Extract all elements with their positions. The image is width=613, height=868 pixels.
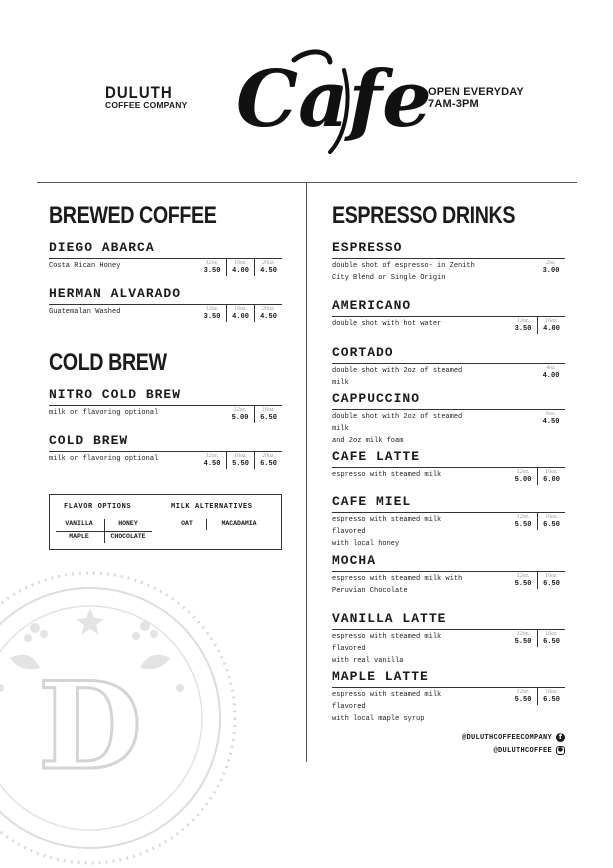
facebook-handle[interactable]: @DULUTHCOFFEECOMPANY (461, 733, 552, 742)
price-cell (226, 452, 254, 469)
price-value: 4.50 (260, 267, 277, 275)
menu-item-description (49, 407, 192, 419)
menu-item-description-line: double shot with 2oz of steamed milk (332, 413, 463, 433)
menu-item-prices (509, 688, 565, 705)
hours-line-1: OPEN EVERYDAY (428, 86, 524, 98)
menu-item-name: MAPLE LATTE (332, 669, 429, 684)
menu-item-description-line: milk or flavoring optional (49, 455, 159, 463)
price-size: 12oz. (516, 514, 530, 520)
price-size: 12oz. (205, 260, 219, 266)
instagram-icon[interactable]: ● (557, 746, 564, 753)
price-size: 12oz. (233, 407, 247, 413)
menu-item-description (332, 365, 475, 389)
price-cell (226, 406, 254, 423)
price-value: 6.50 (543, 696, 560, 704)
price-value: 5.00 (231, 414, 249, 422)
menu-item-name: CAPPUCCINO (332, 391, 421, 406)
menu-item-name: VANILLA LATTE (332, 611, 447, 626)
menu-item-prices (537, 364, 565, 381)
price-cell (537, 688, 565, 705)
flavor-option: MAPLE (69, 533, 89, 540)
price-value: 4.50 (203, 460, 221, 468)
price-value: 6.50 (543, 638, 560, 646)
price-cell (537, 317, 565, 334)
flavor-option: VANILLA (65, 520, 93, 527)
price-cell (254, 259, 282, 276)
menu-item-prices (226, 406, 282, 423)
price-size: 2oz. (546, 260, 556, 266)
social-instagram[interactable] (493, 746, 565, 755)
flavor-option: HONEY (118, 520, 138, 527)
price-size: 20oz. (262, 260, 275, 266)
price-size: 20oz. (262, 306, 275, 312)
menu-item-prices (537, 259, 565, 276)
menu-item-prices (509, 468, 565, 485)
price-cell (509, 513, 537, 530)
price-cell (537, 410, 565, 427)
price-value: 4.00 (232, 313, 249, 321)
menu-item-description (49, 260, 192, 272)
menu-item (332, 553, 565, 613)
opening-hours (428, 86, 524, 110)
menu-item-description-line: espresso with steamed milk flavored (332, 691, 442, 711)
menu-item-prices (509, 513, 565, 530)
price-size: 12oz. (516, 318, 530, 324)
menu-item-description-line: Guatemalan Washed (49, 308, 121, 316)
price-size: 16oz. (545, 631, 558, 637)
menu-item-description-line: Costa Rican Honey (49, 262, 121, 270)
price-value: 4.00 (543, 325, 560, 333)
menu-item-description (332, 573, 475, 597)
price-value: 4.50 (542, 418, 560, 426)
menu-item-prices (198, 259, 282, 276)
price-value: 3.00 (542, 267, 560, 275)
menu-item-prices (198, 305, 282, 322)
price-cell (226, 305, 254, 322)
price-size: 12oz. (205, 453, 219, 459)
menu-item-description-line: with real vanilla (332, 657, 404, 665)
menu-item-name: NITRO COLD BREW (49, 387, 182, 402)
menu-item-prices (537, 410, 565, 427)
menu-item-name: HERMAN ALVARADO (49, 286, 182, 301)
price-size: 4oz. (546, 365, 556, 371)
brand-wordmark (105, 83, 205, 110)
menu-item-description-line: City Blend or Single Origin (332, 274, 446, 282)
price-cell (537, 364, 565, 381)
logo-text: Cafe (236, 54, 432, 145)
price-value: 5.00 (514, 476, 532, 484)
price-cell (198, 305, 226, 322)
menu-item-name: ESPRESSO (332, 240, 403, 255)
price-size: 16oz. (234, 260, 247, 266)
price-value: 6.50 (260, 414, 277, 422)
price-size: 20oz. (262, 453, 275, 459)
price-cell (509, 317, 537, 334)
menu-item (49, 286, 282, 346)
menu-item-description (49, 453, 192, 465)
section-title-espresso-drinks: ESPRESSO DRINKS (332, 202, 516, 229)
price-size: 16oz. (234, 306, 247, 312)
menu-item-description (332, 411, 475, 447)
milk-option: MACADAMIA (221, 520, 257, 527)
flavor-option: CHOCOLATE (110, 533, 146, 540)
menu-item (332, 240, 565, 300)
price-size: 16oz. (545, 514, 558, 520)
menu-item-description (49, 306, 192, 318)
price-value: 4.00 (232, 267, 249, 275)
menu-item (332, 494, 565, 554)
menu-item-rule (332, 363, 565, 364)
menu-item-description-line: and 2oz milk foam (332, 437, 404, 445)
price-value: 6.50 (543, 521, 560, 529)
brand-line-1: DULUTH (105, 83, 173, 103)
duluth-seal-watermark (0, 568, 240, 868)
price-value: 4.50 (260, 313, 277, 321)
menu-item-description-line: espresso with steamed milk flavored (332, 633, 442, 653)
menu-item-name: CAFE MIEL (332, 494, 412, 509)
price-cell (226, 259, 254, 276)
price-cell (254, 406, 282, 423)
menu-item-description-line: milk or flavoring optional (49, 409, 159, 417)
price-cell (537, 572, 565, 589)
price-value: 6.00 (543, 476, 560, 484)
seal-letter: D (37, 656, 143, 797)
menu-item-description-line: espresso with steamed milk flavored (332, 516, 442, 536)
price-cell (198, 452, 226, 469)
menu-item-rule (332, 258, 565, 259)
price-size: 16oz. (545, 469, 558, 475)
price-size: 16oz. (545, 689, 558, 695)
price-cell (537, 630, 565, 647)
price-cell (509, 468, 537, 485)
menu-item-description (332, 469, 475, 481)
price-value: 3.50 (203, 313, 221, 321)
menu-item-description-line: espresso with steamed milk (332, 471, 442, 479)
price-cell (537, 259, 565, 276)
flavor-grid-hline (56, 531, 152, 532)
menu-item-description-line: double shot with hot water (332, 320, 442, 328)
milk-grid-vline (206, 519, 207, 530)
facebook-icon[interactable]: f (556, 733, 565, 742)
menu-item-description (332, 514, 475, 550)
menu-item-description (332, 631, 475, 667)
options-box (49, 494, 282, 550)
price-value: 6.50 (260, 460, 277, 468)
section-title-brewed-coffee: BREWED COFFEE (49, 202, 217, 229)
price-size: 12oz. (516, 469, 530, 475)
hours-line-2: 7AM-3PM (428, 98, 479, 110)
menu-item-description-line: espresso with steamed milk with (332, 575, 463, 583)
column-divider (306, 182, 307, 762)
price-size: 12oz. (516, 573, 530, 579)
price-value: 5.50 (514, 638, 532, 646)
price-value: 3.50 (514, 325, 532, 333)
menu-item-name: CORTADO (332, 345, 394, 360)
menu-item-description (332, 689, 475, 725)
price-value: 4.00 (542, 372, 560, 380)
price-cell (509, 630, 537, 647)
menu-item-description (332, 260, 475, 284)
menu-item-rule (332, 409, 565, 410)
price-cell (254, 305, 282, 322)
price-value: 5.50 (514, 696, 532, 704)
price-size: 12oz. (516, 631, 530, 637)
price-size: 12oz. (205, 306, 219, 312)
price-value: 3.50 (203, 267, 221, 275)
price-size: 16oz. (262, 407, 275, 413)
social-facebook[interactable] (462, 733, 565, 742)
brand-line-2: COFFEE COMPANY (105, 100, 188, 110)
menu-item-name: MOCHA (332, 553, 377, 568)
section-title-cold-brew: COLD BREW (49, 349, 167, 376)
price-cell (509, 688, 537, 705)
price-size: 6oz. (546, 411, 556, 417)
menu-item-description-line: double shot of espresso- in Zenith (332, 262, 475, 270)
menu-item-description (332, 318, 475, 330)
header-divider (37, 182, 577, 183)
price-cell (509, 572, 537, 589)
price-cell (537, 513, 565, 530)
price-value: 5.50 (514, 521, 532, 529)
menu-item-description-line: double shot with 2oz of steamed milk (332, 367, 463, 387)
menu-item-description-line: with local maple syrup (332, 715, 425, 723)
menu-item-name: AMERICANO (332, 298, 412, 313)
menu-item-prices (509, 630, 565, 647)
menu-item-description-line: Peruvian Chocolate (332, 587, 408, 595)
price-cell (198, 259, 226, 276)
milk-alternatives-title: MILK ALTERNATIVES (171, 503, 253, 511)
menu-item (332, 391, 565, 451)
menu-item-name: CAFE LATTE (332, 449, 421, 464)
price-cell (537, 468, 565, 485)
price-size: 16oz. (545, 318, 558, 324)
price-value: 5.50 (514, 580, 532, 588)
price-value: 5.50 (232, 460, 249, 468)
menu-item-name: DIEGO ABARCA (49, 240, 155, 255)
menu-item-description-line: with local honey (332, 540, 400, 548)
milk-option: OAT (181, 520, 193, 527)
menu-item-prices (509, 572, 565, 589)
price-cell (254, 452, 282, 469)
menu-item (332, 611, 565, 671)
cafe-script-logo (234, 40, 432, 158)
menu-item (332, 669, 565, 729)
price-size: 12oz. (516, 689, 530, 695)
menu-item-prices (198, 452, 282, 469)
price-value: 6.50 (543, 580, 560, 588)
menu-item (49, 433, 282, 493)
instagram-handle[interactable]: @DULUTHCOFFEE (493, 746, 552, 755)
price-size: 16oz. (234, 453, 247, 459)
flavor-options-title: FLAVOR OPTIONS (64, 503, 132, 511)
menu-item-name: COLD BREW (49, 433, 129, 448)
menu-item-prices (509, 317, 565, 334)
price-size: 16oz. (545, 573, 558, 579)
